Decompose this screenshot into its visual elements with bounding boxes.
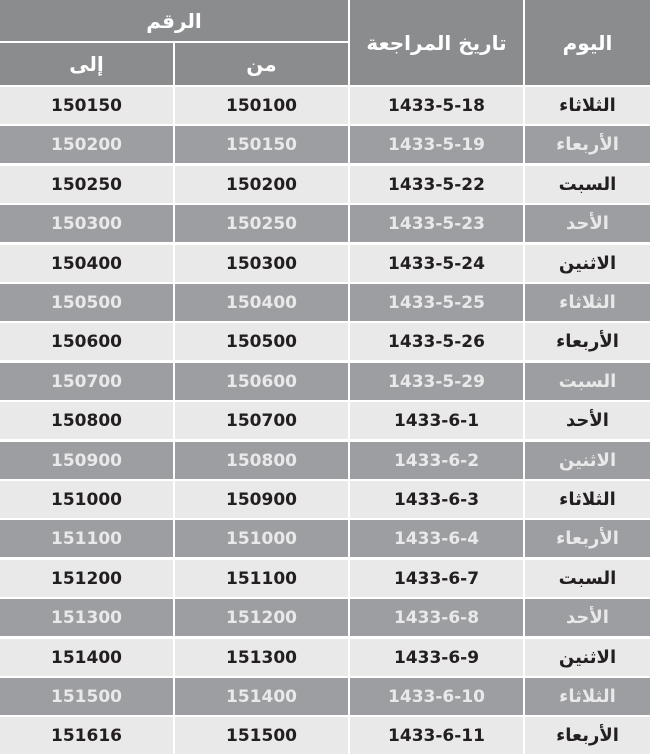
- cell-day: السبت: [525, 166, 650, 203]
- header-date: [350, 0, 523, 85]
- cell-to: 151100: [0, 520, 173, 557]
- cell-from: 151400: [175, 678, 348, 715]
- header-to: [0, 43, 173, 85]
- cell-date: 1433-6-1: [350, 402, 523, 439]
- cell-from: 150250: [175, 205, 348, 242]
- table-row: [0, 166, 650, 203]
- cell-from: 151100: [175, 560, 348, 597]
- cell-to: 150250: [0, 166, 173, 203]
- cell-day: الأربعاء: [525, 126, 650, 163]
- cell-day: الأحد: [525, 402, 650, 439]
- table-row: [0, 363, 650, 400]
- cell-day: الاثنين: [525, 442, 650, 479]
- header-date-label: تاريخ المراجعة: [366, 30, 507, 55]
- cell-date: 1433-5-18: [350, 87, 523, 124]
- table-row: [0, 481, 650, 518]
- table-row: [0, 245, 650, 282]
- cell-from: 150800: [175, 442, 348, 479]
- cell-from: 150150: [175, 126, 348, 163]
- cell-date: 1433-5-24: [350, 245, 523, 282]
- cell-from: 150100: [175, 87, 348, 124]
- cell-from: 150500: [175, 323, 348, 360]
- table-row: [0, 323, 650, 360]
- table-header: [0, 0, 650, 85]
- cell-from: 150900: [175, 481, 348, 518]
- cell-to: 151500: [0, 678, 173, 715]
- cell-to: 150600: [0, 323, 173, 360]
- cell-day: الثلاثاء: [525, 481, 650, 518]
- cell-to: 150800: [0, 402, 173, 439]
- table-row: [0, 126, 650, 163]
- cell-to: 150900: [0, 442, 173, 479]
- cell-from: 150200: [175, 166, 348, 203]
- table-row: [0, 442, 650, 479]
- cell-from: 151500: [175, 717, 348, 754]
- cell-day: الأحد: [525, 599, 650, 636]
- cell-to: 151200: [0, 560, 173, 597]
- table-row: [0, 639, 650, 676]
- cell-date: 1433-6-11: [350, 717, 523, 754]
- header-number-label: الرقم: [146, 8, 202, 33]
- cell-to: 150500: [0, 284, 173, 321]
- cell-from: 150700: [175, 402, 348, 439]
- cell-date: 1433-6-3: [350, 481, 523, 518]
- cell-from: 150300: [175, 245, 348, 282]
- cell-date: 1433-5-25: [350, 284, 523, 321]
- cell-day: الاثنين: [525, 245, 650, 282]
- cell-to: 151000: [0, 481, 173, 518]
- cell-date: 1433-6-7: [350, 560, 523, 597]
- table-row: [0, 87, 650, 124]
- cell-to: 150150: [0, 87, 173, 124]
- table-row: [0, 402, 650, 439]
- cell-date: 1433-5-19: [350, 126, 523, 163]
- cell-day: الأربعاء: [525, 520, 650, 557]
- cell-to: 150700: [0, 363, 173, 400]
- table-row: [0, 560, 650, 597]
- cell-date: 1433-6-8: [350, 599, 523, 636]
- cell-day: الاثنين: [525, 639, 650, 676]
- table-row: [0, 717, 650, 754]
- cell-day: الأحد: [525, 205, 650, 242]
- cell-date: 1433-5-26: [350, 323, 523, 360]
- table-row: [0, 284, 650, 321]
- cell-day: الأربعاء: [525, 323, 650, 360]
- table-row: [0, 205, 650, 242]
- cell-date: 1433-6-4: [350, 520, 523, 557]
- cell-to: 151400: [0, 639, 173, 676]
- cell-to: 151616: [0, 717, 173, 754]
- header-day-label: اليوم: [562, 30, 613, 55]
- cell-date: 1433-6-9: [350, 639, 523, 676]
- cell-to: 150300: [0, 205, 173, 242]
- cell-day: السبت: [525, 560, 650, 597]
- cell-day: الثلاثاء: [525, 678, 650, 715]
- table-row: [0, 678, 650, 715]
- cell-day: الثلاثاء: [525, 284, 650, 321]
- header-to-label: إلى: [69, 52, 104, 76]
- cell-date: 1433-5-22: [350, 166, 523, 203]
- header-number: [0, 0, 348, 41]
- cell-date: 1433-5-29: [350, 363, 523, 400]
- table-row: [0, 520, 650, 557]
- cell-date: 1433-5-23: [350, 205, 523, 242]
- cell-day: الأربعاء: [525, 717, 650, 754]
- cell-date: 1433-6-10: [350, 678, 523, 715]
- cell-day: السبت: [525, 363, 650, 400]
- table-row: [0, 599, 650, 636]
- cell-from: 151200: [175, 599, 348, 636]
- cell-day: الثلاثاء: [525, 87, 650, 124]
- cell-to: 150400: [0, 245, 173, 282]
- cell-to: 151300: [0, 599, 173, 636]
- cell-from: 150600: [175, 363, 348, 400]
- header-day: [525, 0, 650, 85]
- header-from: [175, 43, 348, 85]
- cell-from: 151300: [175, 639, 348, 676]
- cell-from: 151000: [175, 520, 348, 557]
- cell-to: 150200: [0, 126, 173, 163]
- cell-date: 1433-6-2: [350, 442, 523, 479]
- header-from-label: من: [246, 52, 277, 76]
- cell-from: 150400: [175, 284, 348, 321]
